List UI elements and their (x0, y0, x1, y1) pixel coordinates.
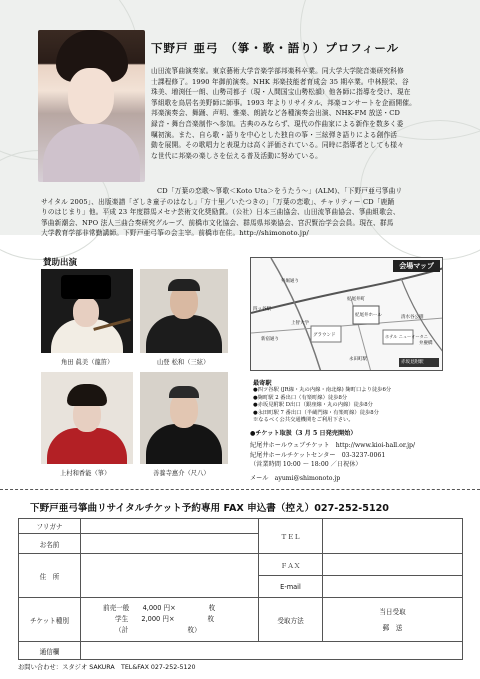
map-title: 会場マップ (393, 260, 440, 272)
receive-method-field[interactable] (323, 598, 463, 642)
performer-name-4: 善養寺惠介（尺八） (153, 470, 210, 477)
map-label-benkei: 弁慶橋 (419, 341, 433, 346)
performer-name-2: 山登 松和（三絃） (157, 359, 210, 366)
cut-line (0, 489, 480, 490)
fax-order-form (18, 518, 463, 660)
email-label: E-mail (259, 576, 323, 598)
profile-portrait (38, 30, 145, 182)
address-label: 住 所 (19, 554, 81, 598)
furigana-field[interactable] (81, 519, 259, 534)
ticket-phone: 紀尾井ホールチケットセンター 03-3237-0061 (250, 452, 386, 459)
map-label-park: 清水谷公園 (401, 315, 424, 320)
profile-bio: 山田流箏曲演奏家。東京藝術大学音楽学部邦楽科卒業。同大学大学院音楽研究科修 士課程修了。1990 年御前演奏。NHK 邦楽技能者育成会 35 期卒業。中林照栄、谷 珠美、増渕任一朗、山勢司都子（現・人間国宝山勢松韻）他各師に指導を受け、現在 箏組歌を鳥居名美野師に師事。1993 年よりリサイタル、邦楽コンサートを企画開催。 邦楽演奏会、舞踊、声明、雅楽、朗読など各種演奏会出演、NHK-FM 放送・CD 録音・舞台音楽制作へ参加。古典のみならず、現代の作曲家による新作を数多く委 嘱初演。また、自ら歌・語りを中心とした独自の筝・三絃弾き語りによる創作活 動を展開。その歌唱力と表現力は高く評価されている。同時に指導者としても様々 な世代に邦楽の楽しさを伝える普及活動に努めている。 (151, 67, 416, 160)
map-label-shinjuku: 新宿通り (261, 337, 279, 342)
receive-same-day-option[interactable]: 当日受取 (379, 607, 406, 616)
map-label-sotobori: 外堀通り (281, 279, 299, 284)
mail-link[interactable]: ayumi@shimonoto.jp (274, 475, 341, 482)
venue-map (250, 257, 443, 371)
fax-label: ＦＡＸ (259, 554, 323, 576)
map-label-hall: 紀尾井ホール (355, 313, 382, 318)
map-label-yotsuya: 四ッ谷駅 (253, 307, 271, 312)
performer-photo-2 (140, 269, 228, 353)
performer-photo-4 (140, 372, 228, 464)
performer-photo-3 (41, 372, 133, 464)
guests-heading: 賛助出演 (43, 258, 78, 268)
profile-title: 下野戸 亜弓 （箏・歌・語り）プロフィール (151, 41, 400, 55)
name-field[interactable] (81, 534, 259, 554)
ticket-web: 紀尾井ホールウェブチケット http://www.kioi-hall.or.jp/ (250, 442, 416, 449)
ticket-type-field[interactable]: 前売一般 4,000 円× 枚 学生 2,000 円× 枚 （計 枚） (81, 598, 259, 642)
name-label: お名前 (19, 534, 81, 554)
receive-mail-option[interactable]: 郵 送 (382, 623, 403, 632)
address-field[interactable] (81, 554, 259, 598)
footer-contact: お問い合わせ：スタジオ SAKURA TEL&FAX 027-252-5120 (18, 664, 196, 671)
notes-label: 通信欄 (19, 642, 81, 660)
contact-mail: メール ayumi@shimonoto.jp (250, 475, 341, 482)
map-label-sophia: 上智大学 (291, 321, 309, 326)
tel-field[interactable] (323, 519, 463, 554)
performer-name-3: 上村和香能（箏） (60, 470, 111, 477)
form-title: 下野戸亜弓箏曲リサイタルチケット予約専用 FAX 申込書（控え）027-252-5120 (30, 503, 389, 514)
profile-bio-continued: CD「万葉の恋歌～箏歌＜Koto Uta＞をうたう～」(ALM)、「下野戸亜弓箏曲リ サイタル 2005」、出版楽譜「ざしき童子のはなし」「方十里／いたつきの」「万葉の恋歌」、チャリティー CD「鹿踊 りのはじまり」他。平成 23 年度群馬メセナ芸術文化奨励賞。（公社）日本三曲協会、山田流箏曲協会、箏曲組歌会、 箏曲新潮会、NPO 法人三曲合奏研究グループ、前橋市文化協会、群馬県邦楽協会、宮沢賢治学会会員。現在、群馬 大学教育学部非常勤講師。下野戸亜弓筝の会主宰。前橋市在住。http://shimonoto.jp/ (41, 187, 403, 238)
access-info: ●四ツ谷駅 (JR線・丸の内線・南北線) 麹町口より徒歩6分 ●麹町駅 2 番出口（有楽町線）徒歩8分 ●赤坂見附駅 D出口（銀座線・丸の内線）徒歩8分 ●永田町駅 7 番出口（半蔵門線・有楽町線）徒歩8分 ※なるべく公共交通機関をご利用下さい。 (253, 387, 392, 424)
ticket-type-label: チケット種別 (19, 598, 81, 642)
receive-method-label: 受取方法 (259, 598, 323, 642)
ticket-title: ●チケット取扱（3 月 5 日発売開始） (250, 430, 357, 437)
map-label-ground: グラウンド (313, 333, 336, 338)
performer-name-1: 角田 眞美（龍笛） (61, 359, 114, 366)
access-title: 最寄駅 (253, 380, 272, 387)
map-label-nagatacho: 永田町駅 (349, 357, 367, 362)
furigana-label: フリガナ (19, 519, 81, 534)
ticket-web-link[interactable]: http://www.kioi-hall.or.jp/ (335, 442, 416, 449)
tel-label: ＴＥＬ (259, 519, 323, 554)
map-label-kioicho: 紀尾井町 (347, 297, 365, 302)
map-label-otani: ホテル ニューオータニ (385, 334, 428, 339)
map-label-akasaka: 赤坂見附駅 (401, 360, 424, 365)
ticket-hours: （営業時間 10:00 ～ 18:00 ／日祝休） (250, 461, 362, 468)
notes-field[interactable] (81, 642, 463, 660)
performer-photo-1 (41, 269, 133, 353)
fax-field[interactable] (323, 554, 463, 576)
email-field[interactable] (323, 576, 463, 598)
